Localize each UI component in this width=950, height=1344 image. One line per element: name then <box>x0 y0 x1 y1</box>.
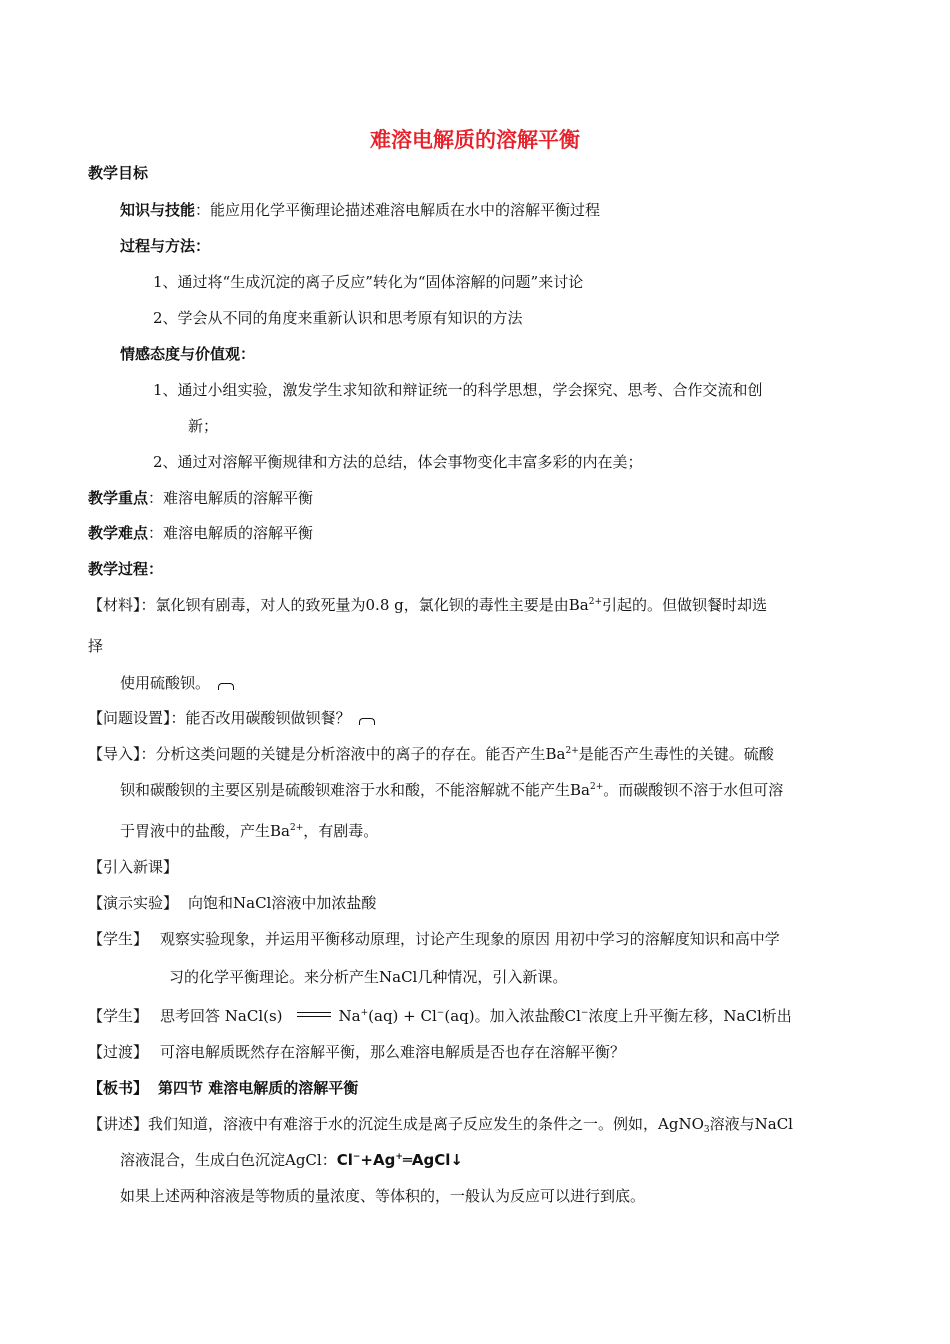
transition-tag: 【过渡】 <box>88 1043 149 1061</box>
student-text: 思考回答 NaCl(s) <box>160 1007 283 1025</box>
ion-charge: 2+ <box>588 597 602 607</box>
intro-line <box>120 780 783 800</box>
equation-part: +Ag <box>360 1151 396 1169</box>
ion-charge: − <box>580 1008 589 1018</box>
ion-charge: 2+ <box>589 782 604 792</box>
anchor-mark-icon <box>218 683 234 690</box>
demo-tag: 【演示实验】 <box>88 894 179 912</box>
goal-attitude-item: 2、通过对溶解平衡规律和方法的总结，体会事物变化丰富多彩的内在美； <box>153 453 643 471</box>
goal-attitude-item: 1、通过小组实验，激发学生求知欲和辩证统一的科学思想，学会探究、思考、合作交流和创 <box>153 381 763 399</box>
student-text: (aq) + Cl <box>368 1007 437 1025</box>
goal-process-item: 1、通过将“生成沉淀的离子反应”转化为“固体溶解的问题”来讨论 <box>153 273 584 291</box>
difficulty <box>88 523 313 543</box>
ion-charge: + <box>395 1152 403 1162</box>
goals-heading: 教学目标 <box>88 164 149 182</box>
material-line: 择 <box>88 637 104 655</box>
goal-knowledge-text: ：能应用化学平衡理论描述难溶电解质在水中的溶解平衡过程 <box>195 201 601 219</box>
demo-line <box>88 893 376 913</box>
intro-text: ，有剧毒。 <box>303 822 379 840</box>
difficulty-text: ：难溶电解质的溶解平衡 <box>148 524 314 542</box>
intro-text: 钡和碳酸钡的主要区别是硫酸钡难溶于水和酸，不能溶解就不能产生Ba <box>120 781 590 799</box>
goal-knowledge-label: 知识与技能 <box>120 201 196 219</box>
ion-charge: 2+ <box>289 823 304 833</box>
intro-line <box>120 821 378 841</box>
board-text: 第四节 难溶电解质的溶解平衡 <box>158 1079 359 1097</box>
intro-line <box>88 744 774 764</box>
key-point <box>88 488 313 508</box>
ion-charge: − <box>436 1008 445 1018</box>
goal-process-item: 2、学会从不同的角度来重新认识和思考原有知识的方法 <box>153 309 523 327</box>
question-tag: 【问题设置】 <box>88 709 171 727</box>
ion-charge: − <box>352 1152 361 1162</box>
student-line: 习的化学平衡理论。来分析产生NaCl几种情况，引入新课。 <box>169 968 568 986</box>
lecture-tag: 【讲述】 <box>88 1115 149 1133</box>
key-point-label: 教学重点 <box>88 489 149 507</box>
ion-charge: + <box>360 1008 369 1018</box>
material-text: 引起的。但做钡餐时却选 <box>602 596 768 614</box>
lecture-text: 溶液与NaCl <box>709 1115 793 1133</box>
student-text: (aq)。加入浓盐酸Cl <box>444 1007 581 1025</box>
question-line <box>88 708 375 728</box>
material-line <box>120 673 234 693</box>
material-text: ：氯化钡有剧毒，对人的致死量为0.8 g，氯化钡的毒性主要是由Ba <box>140 596 589 614</box>
subscript: 3 <box>703 1125 710 1135</box>
goal-process-label: 过程与方法： <box>120 237 211 255</box>
goal-knowledge <box>120 200 600 220</box>
precipitation-equation <box>337 1151 463 1169</box>
lecture-line <box>120 1150 463 1170</box>
student-tag: 【学生】 <box>88 930 149 948</box>
board-tag: 【板书】 <box>88 1079 149 1097</box>
page-title: 难溶电解质的溶解平衡 <box>370 128 580 152</box>
intro-text: 。而碳酸钡不溶于水但可溶 <box>603 781 784 799</box>
lecture-text: 溶液混合，生成白色沉淀AgCl： <box>120 1151 337 1169</box>
student-line <box>88 929 780 949</box>
student-text: 浓度上升平衡左移，NaCl析出 <box>588 1007 792 1025</box>
difficulty-label: 教学难点 <box>88 524 149 542</box>
anchor-mark-icon <box>359 718 375 725</box>
goal-attitude-item-cont: 新； <box>188 417 219 435</box>
new-lesson-tag: 【引入新课】 <box>88 858 179 876</box>
process-heading: 教学过程： <box>88 560 164 578</box>
lecture-line <box>88 1114 793 1134</box>
student-text: 观察实验现象，并运用平衡移动原理，讨论产生现象的原因 用初中学习的溶解度知识和高中学 <box>160 930 780 948</box>
lecture-text: 我们知道，溶液中有难溶于水的沉淀生成是离子反应发生的条件之一。例如，AgNO <box>148 1115 704 1133</box>
intro-text: 于胃液中的盐酸，产生Ba <box>120 822 290 840</box>
question-text: ：能否改用碳酸钡做钡餐？ <box>170 709 351 727</box>
equilibrium-arrow-icon <box>297 1010 331 1020</box>
lecture-line: 如果上述两种溶液是等物质的量浓度、等体积的，一般认为反应可以进行到底。 <box>120 1187 646 1205</box>
transition-text: 可溶电解质既然存在溶解平衡，那么难溶电解质是否也存在溶解平衡？ <box>160 1043 626 1061</box>
equation-part: ═AgCl↓ <box>402 1151 463 1169</box>
student-tag: 【学生】 <box>88 1007 149 1025</box>
demo-text: 向饱和NaCl溶液中加浓盐酸 <box>188 894 377 912</box>
material-text: 使用硫酸钡。 <box>120 674 211 692</box>
intro-tag: 【导入】 <box>88 745 141 763</box>
material-line <box>88 595 767 615</box>
key-point-text: ：难溶电解质的溶解平衡 <box>148 489 314 507</box>
student-answer-line <box>88 1006 792 1026</box>
intro-text: 是能否产生毒性的关键。硫酸 <box>578 745 774 763</box>
student-text: Na <box>338 1007 361 1025</box>
transition-line <box>88 1042 625 1062</box>
ion-charge: 2+ <box>565 746 579 756</box>
material-tag: 【材料】 <box>88 596 141 614</box>
goal-attitude-label: 情感态度与价值观： <box>120 345 256 363</box>
equation-part: Cl <box>336 1151 353 1169</box>
intro-text: ：分析这类问题的关键是分析溶液中的离子的存在。能否产生Ba <box>140 745 566 763</box>
board-line <box>88 1078 358 1098</box>
